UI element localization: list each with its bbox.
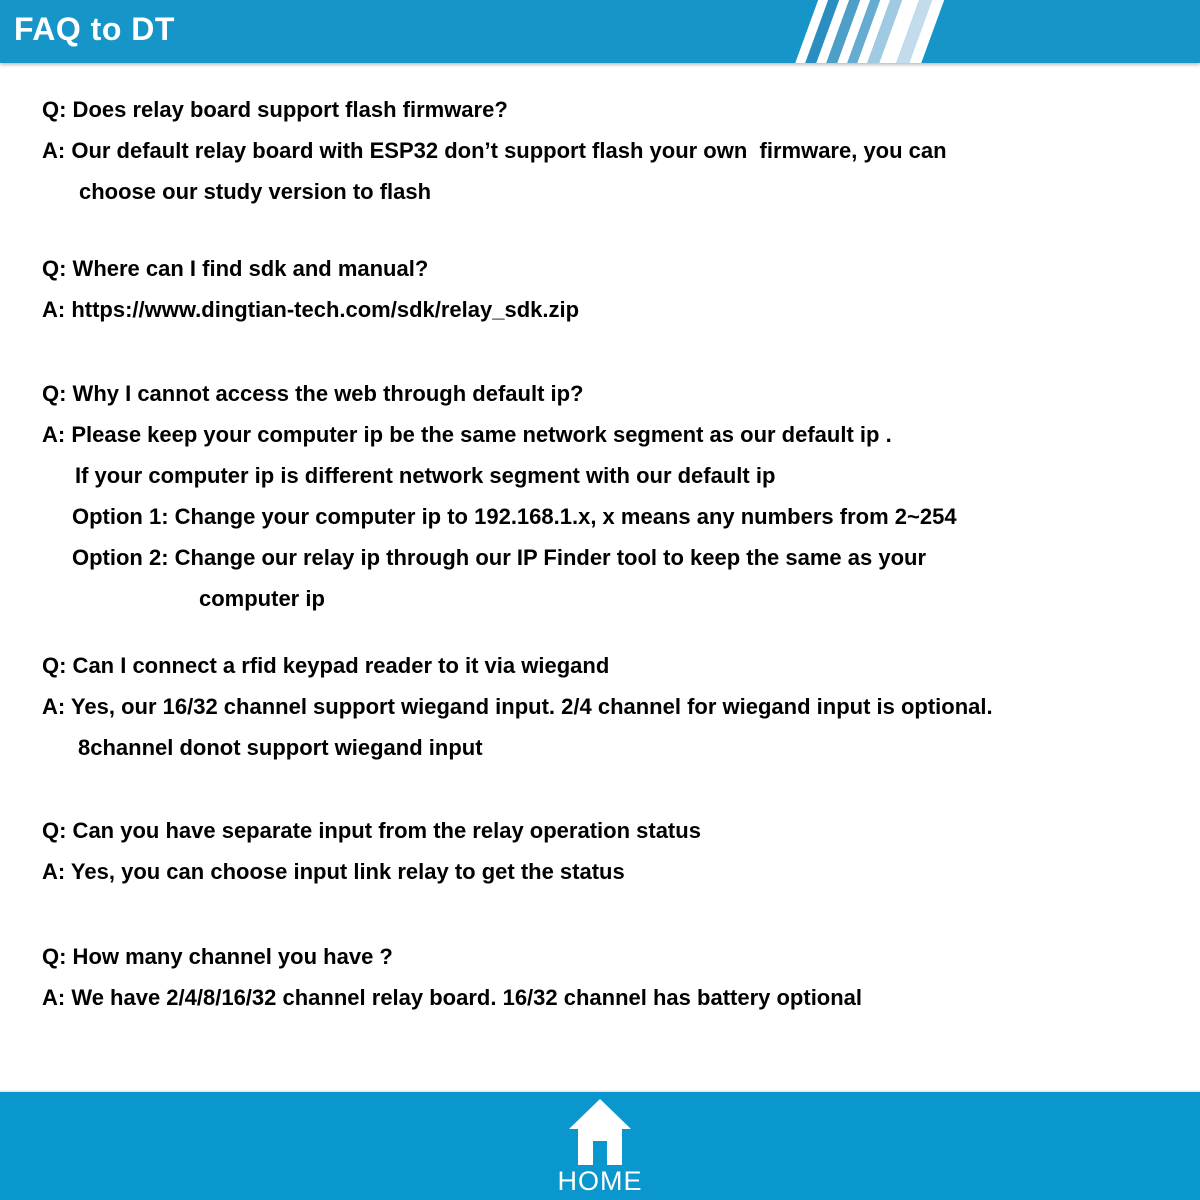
header-bar bbox=[0, 0, 1200, 63]
faq-question: Q: Can you have separate input from the relay operation status bbox=[42, 818, 701, 843]
faq-option-2: Option 2: Change our relay ip through our IP Finder tool to keep the same as your bbox=[72, 545, 927, 570]
faq-question: Q: Why I cannot access the web through default ip? bbox=[42, 381, 584, 406]
faq-answer: A: Our default relay board with ESP32 don’t support flash your own firmware, you can bbox=[42, 138, 947, 163]
faq-answer-continued: If your computer ip is different network segment with our default ip bbox=[75, 463, 776, 488]
home-button[interactable] bbox=[520, 1092, 680, 1200]
faq-option-1: Option 1: Change your computer ip to 192.168.1.x, x means any numbers from 2~254 bbox=[72, 504, 957, 529]
faq-section-wiegand bbox=[42, 645, 1190, 768]
house-icon bbox=[569, 1099, 631, 1165]
diagonal-stripes-decoration bbox=[793, 0, 946, 63]
faq-question: Q: Does relay board support flash firmware? bbox=[42, 97, 508, 122]
faq-section-default-ip bbox=[42, 373, 1190, 619]
faq-section-input-status bbox=[42, 810, 1190, 892]
faq-answer: A: Yes, our 16/32 channel support wiegand input. 2/4 channel for wiegand input is optional. bbox=[42, 694, 993, 719]
faq-answer-continued: choose our study version to flash bbox=[79, 179, 432, 204]
home-label: HOME bbox=[557, 1166, 643, 1196]
faq-answer: A: We have 2/4/8/16/32 channel relay board. 16/32 channel has battery optional bbox=[42, 985, 863, 1010]
faq-question: Q: How many channel you have ? bbox=[42, 944, 393, 969]
faq-option-2-continued: computer ip bbox=[199, 586, 325, 611]
page-title: FAQ to DT bbox=[14, 11, 175, 47]
faq-answer: A: Yes, you can choose input link relay to get the status bbox=[42, 859, 625, 884]
faq-question: Q: Can I connect a rfid keypad reader to it via wiegand bbox=[42, 653, 610, 678]
faq-answer-continued: 8channel donot support wiegand input bbox=[78, 735, 483, 760]
footer-bar bbox=[0, 1092, 1200, 1200]
faq-section-sdk-manual bbox=[42, 248, 1190, 330]
faq-answer: A: Please keep your computer ip be the same network segment as our default ip . bbox=[42, 422, 892, 447]
faq-answer-sdk-link: A: https://www.dingtian-tech.com/sdk/relay_sdk.zip bbox=[42, 297, 580, 322]
faq-question: Q: Where can I find sdk and manual? bbox=[42, 256, 429, 281]
faq-section-flash-firmware bbox=[42, 89, 1190, 212]
faq-content bbox=[0, 63, 1200, 1018]
faq-section-channels bbox=[42, 936, 1190, 1018]
